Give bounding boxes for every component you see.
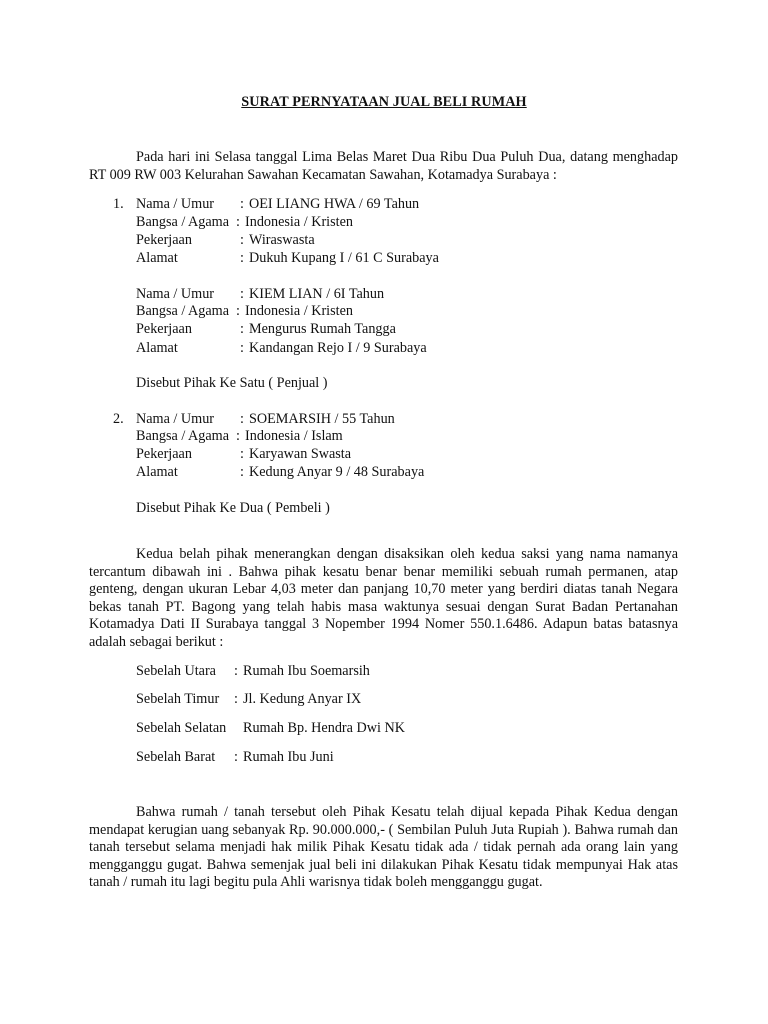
field-label: Pekerjaan <box>136 446 192 462</box>
border-value: Rumah Ibu Soemarsih <box>243 663 370 679</box>
field-label: Pekerjaan <box>136 232 192 248</box>
field-label: Alamat <box>136 340 178 356</box>
field-value: Kandangan Rejo I / 9 Surabaya <box>249 340 427 356</box>
border-label: Sebelah Selatan <box>136 720 227 736</box>
field-label: Alamat <box>136 464 178 480</box>
field-label: Bangsa / Agama <box>136 303 229 319</box>
field-value: Indonesia / Islam <box>245 428 343 444</box>
field-label: Alamat <box>136 250 178 266</box>
border-label: Sebelah Timur <box>136 691 220 707</box>
closing-text: Bahwa rumah / tanah tersebut oleh Pihak Kesatu telah dijual kepada Pihak Kedua dengan mendapat kerugian uang sebanyak Rp. 90.000.000,- ( Sembilan Puluh Juta Rupiah ). Bahwa rumah dan tanah tersebut selama menjadi hak milik Pihak Kesatu tidak ada / tidak pernah ada orang lain yang mengganggu gugat. Bahwa semenjak jual beli ini dilakukan Pihak Kesatu tidak mempunyai Hak atas tanah / rumah itu lagi begitu pula Ahli warisnya tidak boleh mengganggu gugat. <box>89 804 678 891</box>
field-label: Nama / Umur <box>136 196 215 212</box>
party-one-designation: Disebut Pihak Ke Satu ( Penjual ) <box>136 375 328 391</box>
field-label: Bangsa / Agama <box>136 214 229 230</box>
field-label: Nama / Umur <box>136 286 215 302</box>
border-value: Rumah Ibu Juni <box>243 749 334 765</box>
field-value: Indonesia / Kristen <box>245 303 353 319</box>
party-one-number: 1. <box>113 196 124 212</box>
field-value: Indonesia / Kristen <box>245 214 353 230</box>
party-two-designation: Disebut Pihak Ke Dua ( Pembeli ) <box>136 500 330 516</box>
document-title: SURAT PERNYATAAN JUAL BELI RUMAH <box>241 94 527 110</box>
field-value: KIEM LIAN / 6I Tahun <box>249 286 385 302</box>
statement-paragraph <box>89 546 678 652</box>
field-value: SOEMARSIH / 55 Tahun <box>249 411 395 427</box>
field-value: Karyawan Swasta <box>249 446 352 462</box>
field-value: Wiraswasta <box>249 232 315 248</box>
intro-paragraph <box>89 149 678 184</box>
border-label: Sebelah Utara <box>136 663 216 679</box>
statement-text: Kedua belah pihak menerangkan dengan disaksikan oleh kedua saksi yang nama namanya tercantum dibawah ini . Bahwa pihak kesatu benar benar memiliki sebuah rumah permanen, atap genteng, dengan ukuran Lebar 4,03 meter dan panjang 10,70 meter yang berdiri diatas tanah Negara bekas tanah PT. Bagong yang telah habis masa waktunya sesuai dengan Surat Badan Pertanahan Kotamadya Dati II Surabaya tanggal 3 Nopember 1994 Nomer 550.1.6486. Adapun batas batasnya adalah sebagai berikut : <box>89 546 678 650</box>
closing-paragraph <box>89 804 678 892</box>
field-value: Mengurus Rumah Tangga <box>249 321 396 337</box>
field-label: Bangsa / Agama <box>136 428 229 444</box>
intro-text: Pada hari ini Selasa tanggal Lima Belas Maret Dua Ribu Dua Puluh Dua, datang menghadap RT 009 RW 003 Kelurahan Sawahan Kecamatan Sawahan, Kotamadya Surabaya : <box>89 149 678 183</box>
border-label: Sebelah Barat <box>136 749 216 765</box>
field-value: Kedung Anyar 9 / 48 Surabaya <box>249 464 425 480</box>
field-value: Dukuh Kupang I / 61 C Surabaya <box>249 250 439 266</box>
field-value: OEI LIANG HWA / 69 Tahun <box>249 196 420 212</box>
border-value: Rumah Bp. Hendra Dwi NK <box>243 720 405 736</box>
field-label: Nama / Umur <box>136 411 215 427</box>
border-value: Jl. Kedung Anyar IX <box>243 691 362 707</box>
document-page: SURAT PERNYATAAN JUAL BELI RUMAH Pada hari ini Selasa tanggal Lima Belas Maret Dua Ribu Dua Puluh Dua, datang menghadap RT 009 RW 003 Kelurahan Sawahan Kecamatan Sawahan, Kotamadya Surabaya : 1. Nama / Umur : OEI LIANG HWA / 69 Tahun Bangsa / Agama : Indonesia / Kristen Pekerjaan : Wiraswasta Alamat : Dukuh Kupang I / 61 C Surabaya Nama / Umur : KIEM LIAN / 6I Tahun Bangsa / Agama : Indonesia / Kristen Pekerjaan : Mengurus Rumah Tangga Alamat : Kandangan Rejo I / 9 Surabaya Disebut Pihak Ke Satu ( Penjual ) 2. Nama / Umur : SOEMARSIH / 55 Tahun Bangsa / Agama : Indonesia / Islam Pekerjaan : Karyawan Swasta Alamat : Kedung Anyar 9 / 48 Surabaya Disebut Pihak Ke Dua ( Pembeli ) Kedua belah pihak menerangkan dengan disaksikan oleh kedua saksi yang nama namanya tercantum dibawah ini . Bahwa pihak kesatu benar benar memiliki sebuah rumah permanen, atap genteng, dengan ukuran Lebar 4,03 meter dan panjang 10,70 meter yang berdiri diatas tanah Negara bekas tanah PT. Bagong yang telah habis masa waktunya sesuai dengan Surat Badan Pertanahan Kotamadya Dati II Surabaya tanggal 3 Nopember 1994 Nomer 550.1.6486. Adapun batas batasnya adalah sebagai berikut : Sebelah Utara : Rumah Ibu Soemarsih Sebelah Timur : Jl. Kedung Anyar IX Sebelah Selatan Rumah Bp. Hendra Dwi NK Sebelah Barat : Rumah Ibu Juni Bahwa rumah / tanah tersebut oleh Pihak Kesatu telah dijual kepada Pihak Kedua dengan mendapat kerugian uang sebanyak Rp. 90.000.000,- ( Sembilan Puluh Juta Rupiah ). Bahwa rumah dan tanah tersebut selama menjadi hak milik Pihak Kesatu tidak ada / tidak pernah ada orang lain yang mengganggu gugat. Bahwa semenjak jual beli ini dilakukan Pihak Kesatu tidak mempunyai Hak atas tanah / rumah itu lagi begitu pula Ahli warisnya tidak boleh mengganggu gugat. <box>0 0 768 1024</box>
party-two-number: 2. <box>113 411 124 427</box>
field-label: Pekerjaan <box>136 321 192 337</box>
